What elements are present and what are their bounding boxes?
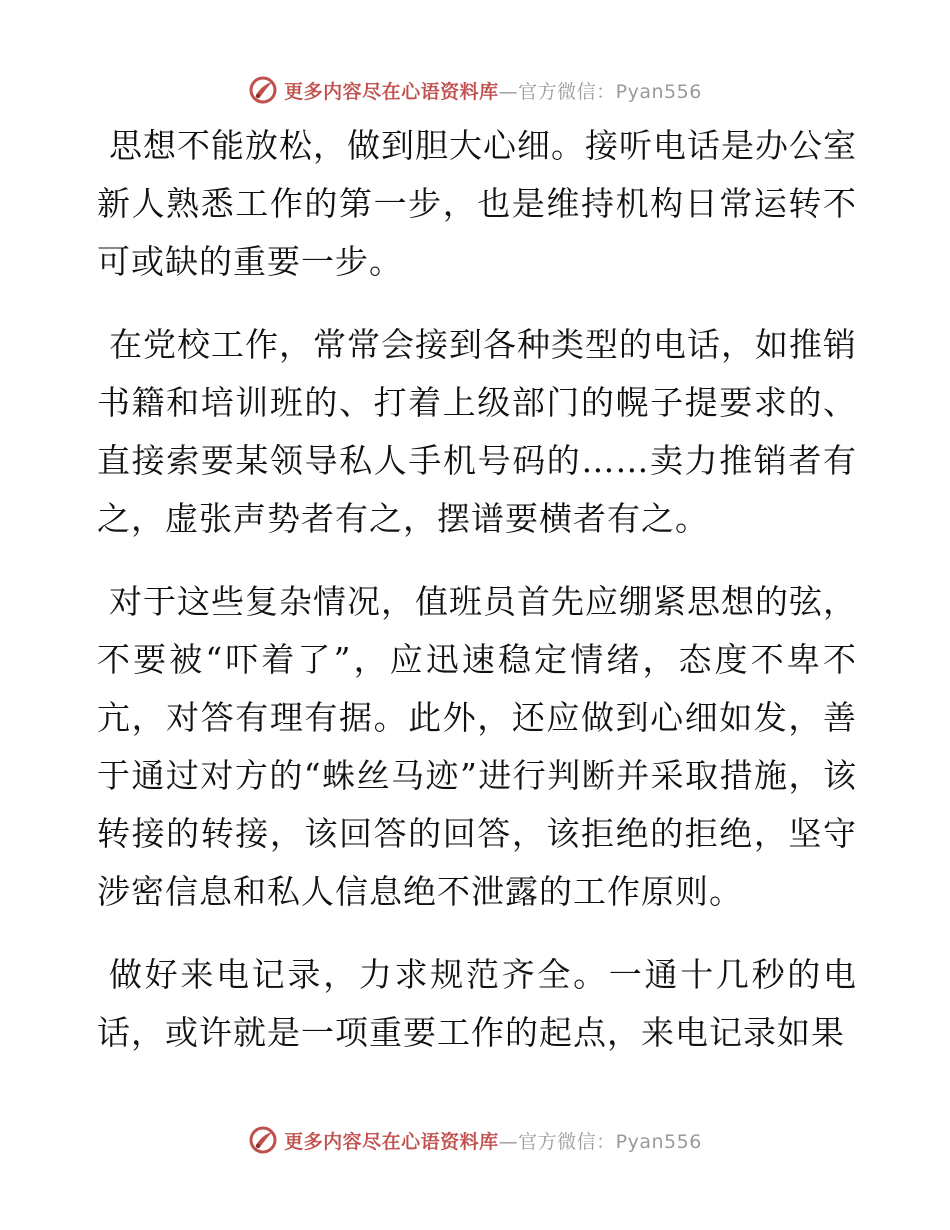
banner-site-name: 更多内容尽在心语资料库 — [284, 1130, 499, 1153]
banner-wechat: —官方微信：Pyan556 — [498, 1130, 702, 1153]
paragraph-1: 思想不能放松，做到胆大心细。接听电话是办公室新人熟悉工作的第一步，也是维持机构日常运转不可或缺的重要一步。 — [97, 126, 857, 281]
document-body — [97, 117, 857, 1087]
banner-text — [284, 77, 702, 104]
banner-site-name: 更多内容尽在心语资料库 — [284, 80, 499, 103]
paragraph-3: 对于这些复杂情况，值班员首先应绷紧思想的弦，不要被“吓着了”，应迅速稳定情绪，态度不卑不亢，对答有理有据。此外，还应做到心细如发，善于通过对方的“蛛丝马迹”进行判断并采取措施，该转接的转接，该回答的回答，该拒绝的拒绝，坚守涉密信息和私人信息绝不泄露的工作原则。 — [97, 582, 857, 911]
paragraph-4: 做好来电记录，力求规范齐全。一通十几秒的电话，或许就是一项重要工作的起点，来电记录如果 — [97, 955, 857, 1052]
banner-wechat: —官方微信：Pyan556 — [498, 80, 702, 103]
footer-banner — [0, 1120, 950, 1160]
ink-brush-logo-icon — [248, 1125, 278, 1155]
paragraph-2: 在党校工作，常常会接到各种类型的电话，如推销书籍和培训班的、打着上级部门的幌子提要求的、直接索要某领导私人手机号码的……卖力推销者有之，虚张声势者有之，摆谱要横者有之。 — [97, 325, 857, 538]
header-banner — [0, 70, 950, 110]
ink-brush-logo-icon — [248, 75, 278, 105]
banner-text — [284, 1127, 702, 1154]
